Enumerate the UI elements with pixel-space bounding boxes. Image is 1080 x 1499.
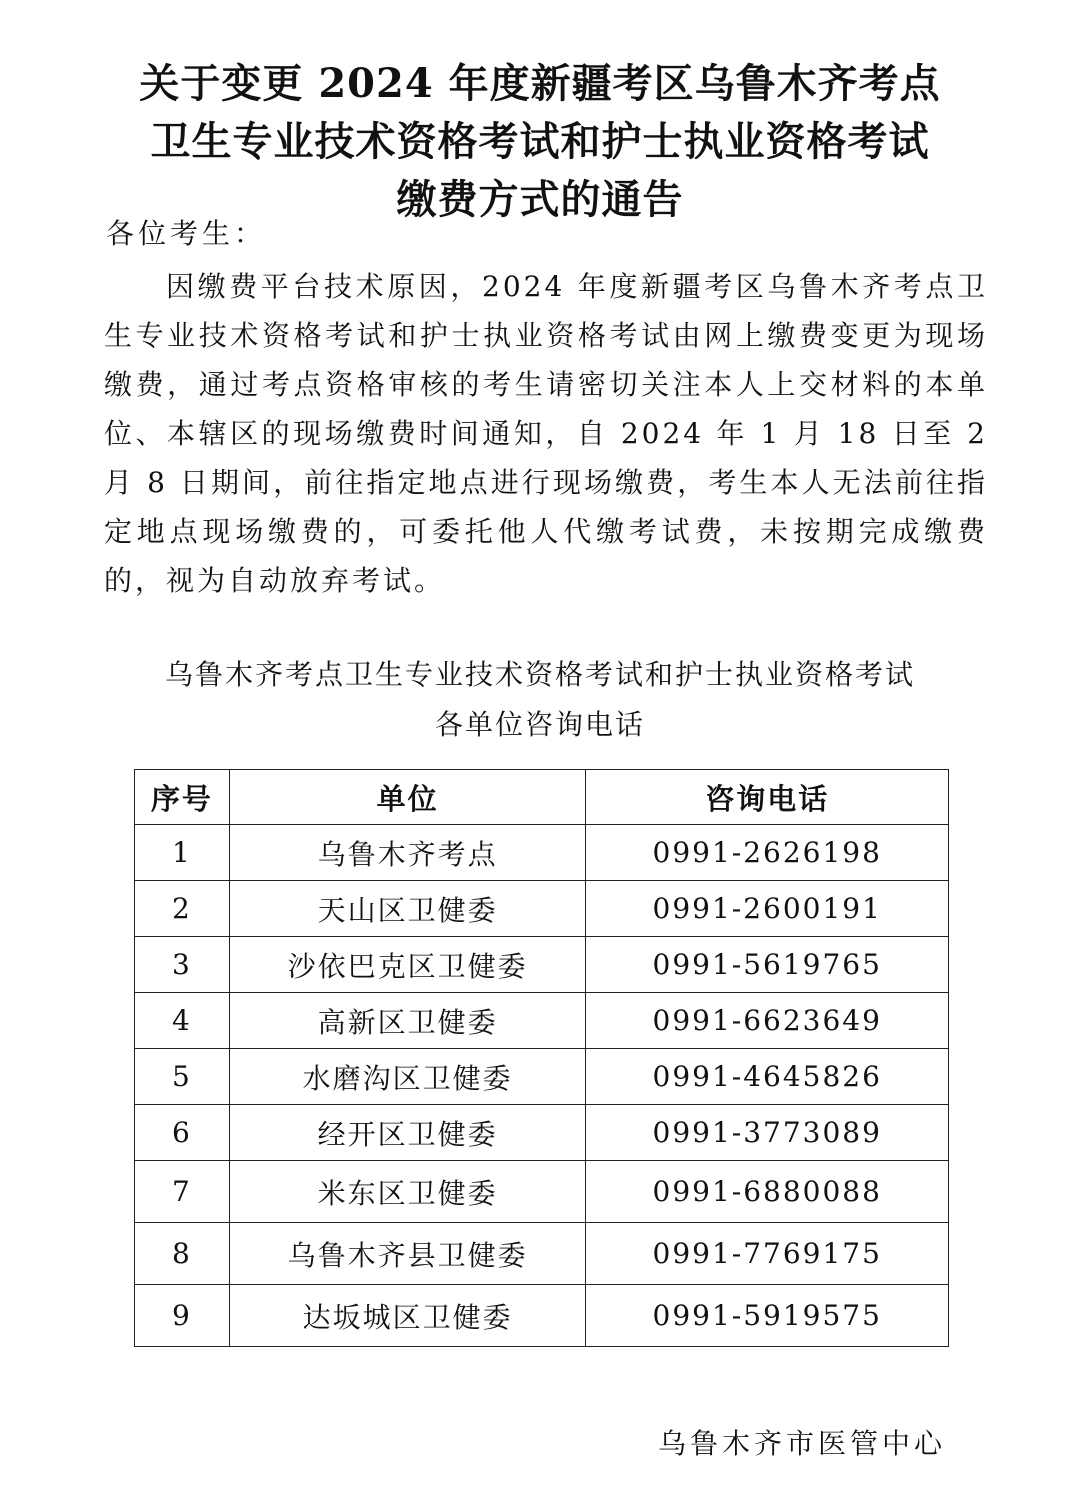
row-unit: 经开区卫健委 xyxy=(229,1105,586,1161)
table-row xyxy=(135,825,949,881)
row-phone: 0991-6880088 xyxy=(586,1161,949,1223)
row-phone: 0991-2600191 xyxy=(586,881,949,937)
table-row xyxy=(135,1161,949,1223)
row-unit: 乌鲁木齐县卫健委 xyxy=(229,1223,586,1285)
contact-table xyxy=(134,769,949,1347)
row-unit: 乌鲁木齐考点 xyxy=(229,825,586,881)
header-index: 序号 xyxy=(135,770,230,825)
table-title xyxy=(0,650,1080,750)
row-unit: 水磨沟区卫健委 xyxy=(229,1049,586,1105)
salutation: 各位考生： xyxy=(106,217,267,250)
row-unit: 高新区卫健委 xyxy=(229,993,586,1049)
table-row xyxy=(135,1049,949,1105)
notice-title xyxy=(0,55,1080,229)
table-row xyxy=(135,937,949,993)
row-index: 3 xyxy=(135,937,230,993)
row-phone: 0991-5619765 xyxy=(586,937,949,993)
notice-body: 因缴费平台技术原因，2024 年度新疆考区乌鲁木齐考点卫生专业技术资格考试和护士执业资格考试由网上缴费变更为现场缴费，通过考点资格审核的考生请密切关注本人上交材料的本单位、本辖区的现场缴费时间通知，自 2024 年 1 月 18 日至 2 月 8 日期间，前往指定地点进行现场缴费，考生本人无法前往指定地点现场缴费的，可委托他人代缴考试费，未按期完成缴费的，视为自动放弃考试。 xyxy=(104,270,988,597)
row-index: 5 xyxy=(135,1049,230,1105)
table-header-row xyxy=(135,770,949,825)
table-row xyxy=(135,993,949,1049)
row-index: 6 xyxy=(135,1105,230,1161)
row-phone: 0991-7769175 xyxy=(586,1223,949,1285)
signature: 乌鲁木齐市医管中心 xyxy=(657,1427,946,1460)
row-unit: 沙依巴克区卫健委 xyxy=(229,937,586,993)
table-row xyxy=(135,1223,949,1285)
row-index: 9 xyxy=(135,1285,230,1347)
row-phone: 0991-4645826 xyxy=(586,1049,949,1105)
table-row xyxy=(135,881,949,937)
row-phone: 0991-3773089 xyxy=(586,1105,949,1161)
row-index: 7 xyxy=(135,1161,230,1223)
row-index: 8 xyxy=(135,1223,230,1285)
table-title-line-2: 各单位咨询电话 xyxy=(434,708,645,741)
header-phone: 咨询电话 xyxy=(586,770,949,825)
row-index: 4 xyxy=(135,993,230,1049)
table-row xyxy=(135,1105,949,1161)
row-index: 2 xyxy=(135,881,230,937)
row-phone: 0991-6623649 xyxy=(586,993,949,1049)
row-unit: 米东区卫健委 xyxy=(229,1161,586,1223)
notice-title-line-1: 关于变更 2024 年度新疆考区乌鲁木齐考点 xyxy=(139,60,941,107)
table-row xyxy=(135,1285,949,1347)
row-unit: 天山区卫健委 xyxy=(229,881,586,937)
row-index: 1 xyxy=(135,825,230,881)
row-phone: 0991-2626198 xyxy=(586,825,949,881)
row-unit: 达坂城区卫健委 xyxy=(229,1285,586,1347)
notice-title-line-3: 缴费方式的通告 xyxy=(396,176,684,223)
table-title-line-1: 乌鲁木齐考点卫生专业技术资格考试和护士执业资格考试 xyxy=(164,658,915,691)
notice-title-line-2: 卫生专业技术资格考试和护士执业资格考试 xyxy=(150,118,930,165)
header-unit: 单位 xyxy=(229,770,586,825)
row-phone: 0991-5919575 xyxy=(586,1285,949,1347)
